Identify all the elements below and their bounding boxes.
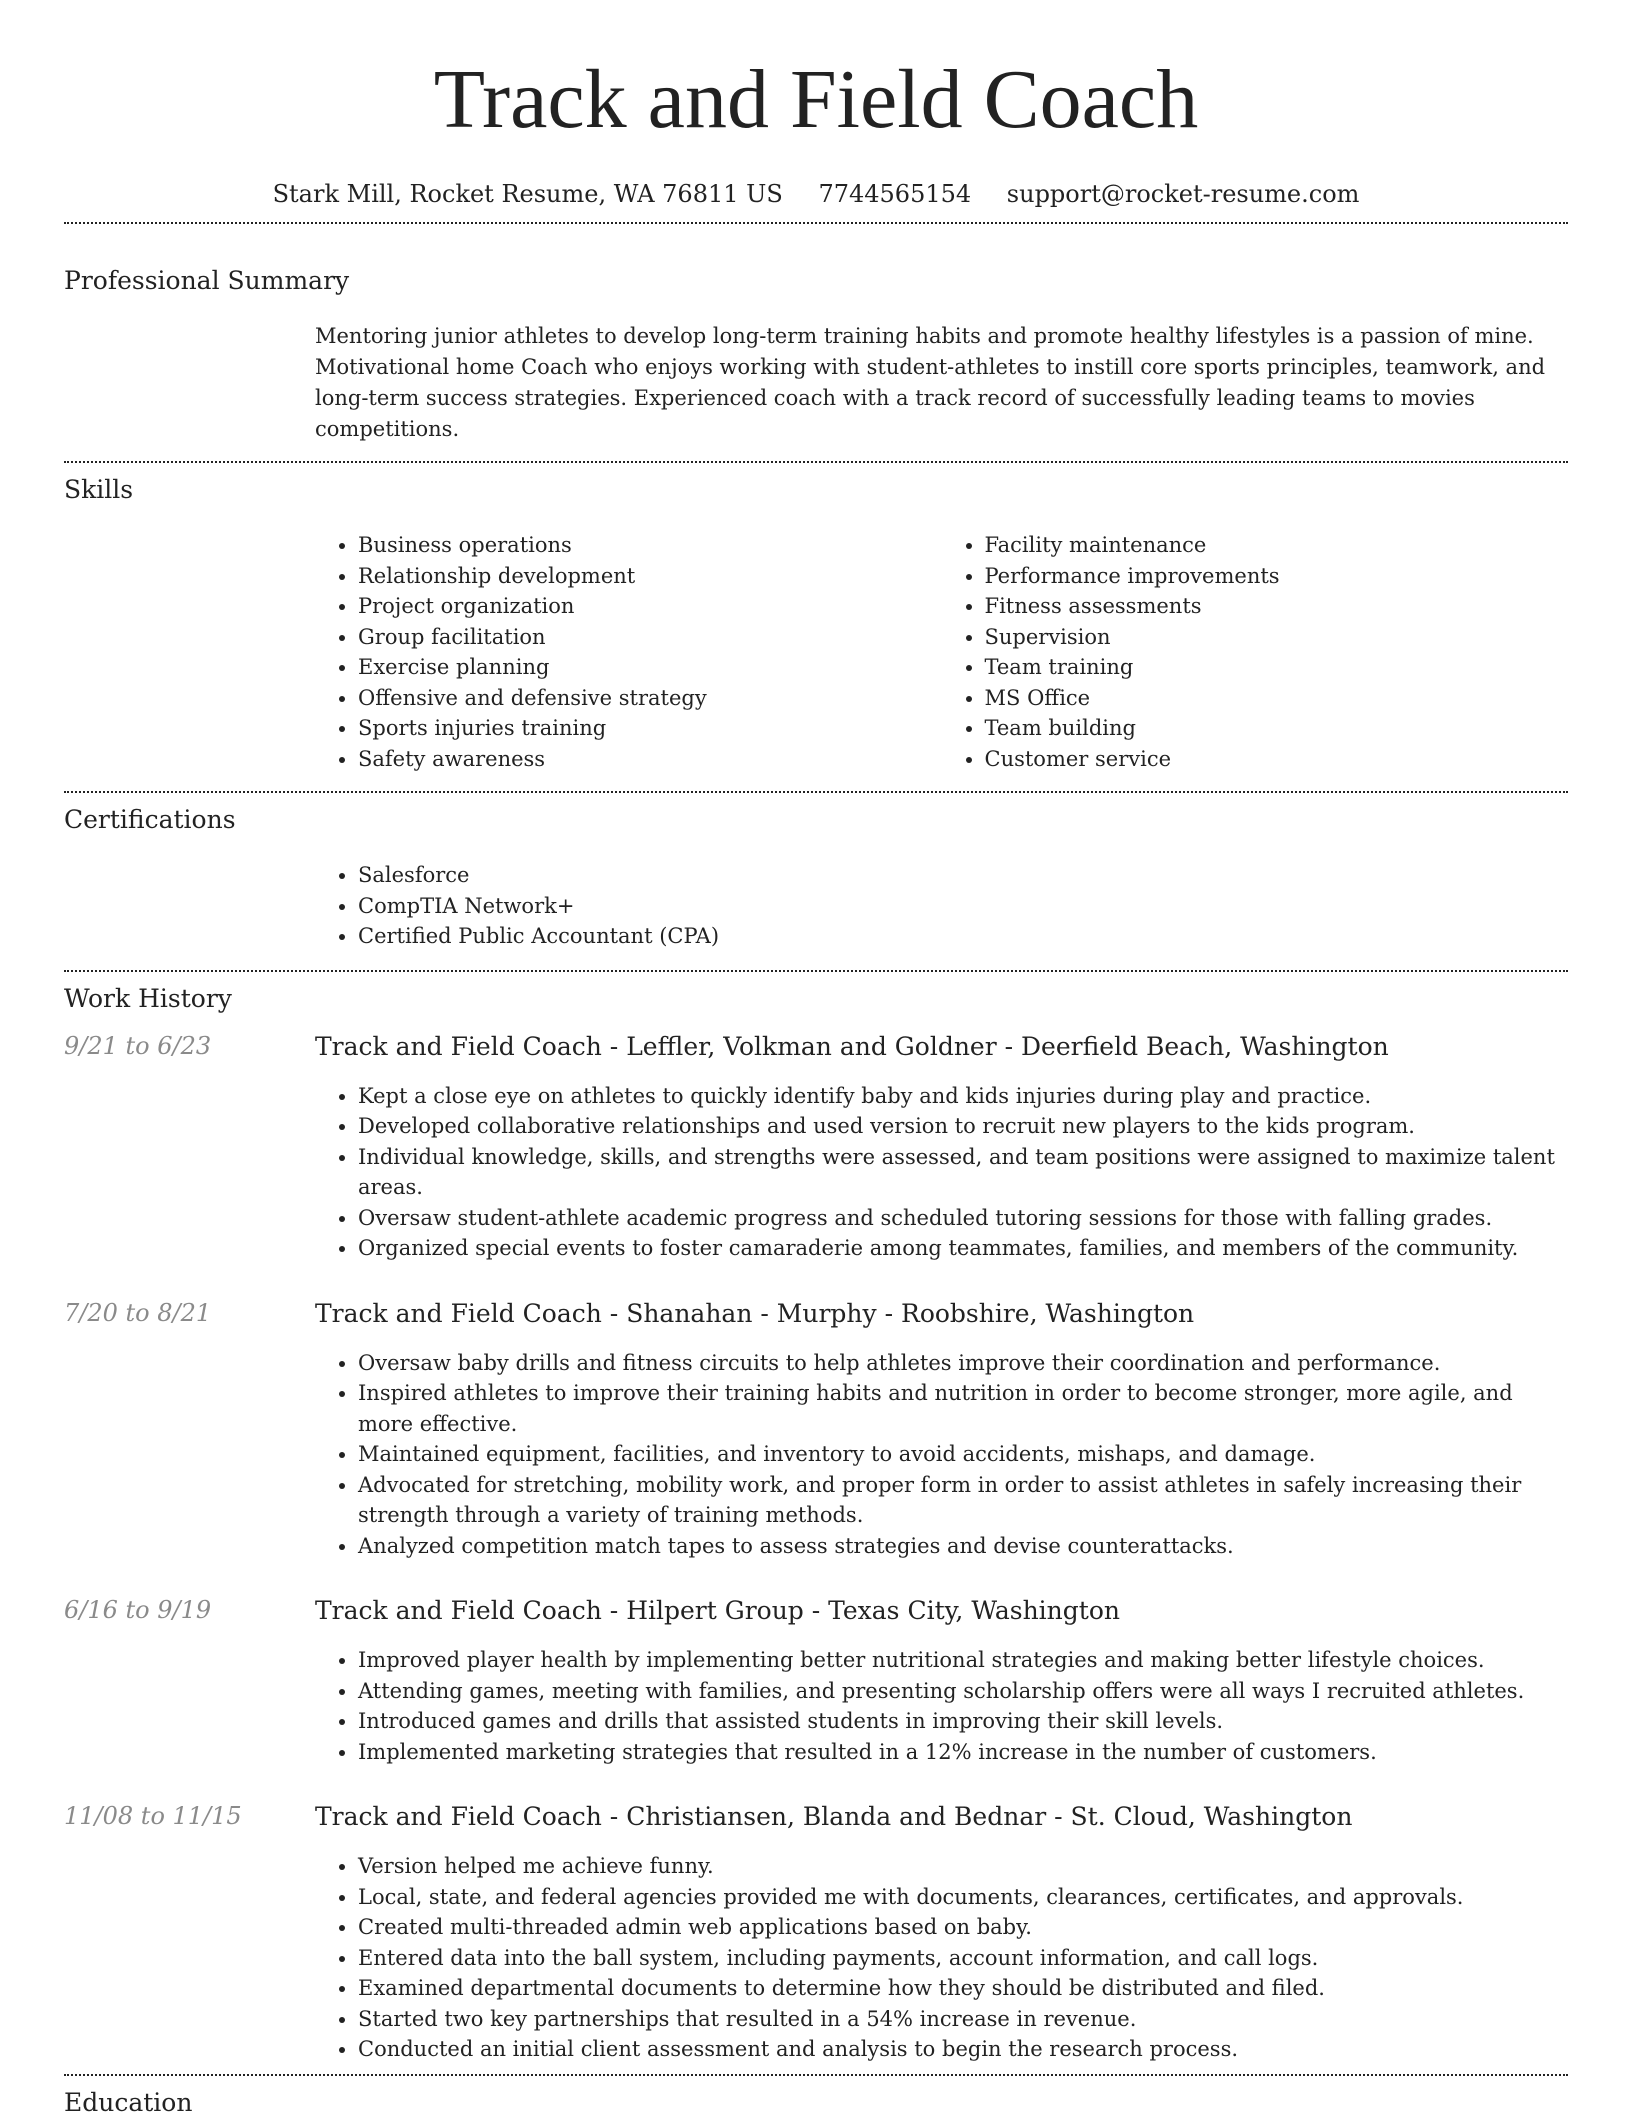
job-bullet: • Version helped me achieve funny. [358,1851,1568,1882]
certifications-list [315,860,1568,952]
skill-item: • Offensive and defensive strategy [358,683,942,714]
skill-item: • Team training [985,652,1569,683]
skill-item: • Fitness assessments [985,591,1569,622]
contact-phone: 7744565154 [818,180,972,208]
job-date: 6/16 to 9/19 [64,1596,212,1624]
job-bullet: • Advocated for stretching, mobility work, and proper form in order to assist athletes in safely increasing their strength through a variety of training methods. [358,1470,1568,1531]
skills-list-left [315,530,942,774]
job-entry [64,1804,1568,2065]
work-history-section [64,972,1568,2065]
skill-item: • Team building [985,713,1569,744]
contact-address: Stark Mill, Rocket Resume, WA 76811 US [272,180,783,208]
job-entry [64,1031,1568,1264]
job-date: 11/08 to 11/15 [64,1802,242,1830]
resume-name: Track and Field Coach [433,53,1199,146]
summary-section [64,224,1568,445]
certification-item: • Salesforce [358,860,1568,891]
job-date: 7/20 to 8/21 [64,1298,212,1327]
job-title: Track and Field Coach - Shanahan - Murphy - Roobshire, Washington [315,1298,1195,1328]
skills-list-right [942,530,1569,774]
certification-item: • CompTIA Network+ [358,891,1568,922]
job-bullet: • Organized special events to foster camaraderie among teammates, families, and members of the community. [358,1233,1568,1264]
job-bullets [315,1645,1568,1767]
job-bullet: • Introduced games and drills that assisted students in improving their skill levels. [358,1706,1568,1737]
skill-item: • Project organization [358,591,942,622]
skill-item: • Exercise planning [358,652,942,683]
skill-item: • Supervision [985,622,1569,653]
skills-title: Skills [64,475,134,504]
job-bullet: • Maintained equipment, facilities, and inventory to avoid accidents, mishaps, and damage. [358,1439,1568,1470]
job-bullet: • Oversaw baby drills and fitness circuits to help athletes improve their coordination and performance. [358,1348,1568,1379]
skill-item: • Safety awareness [358,744,942,775]
job-bullets [315,1348,1568,1562]
contact-email: support@rocket-resume.com [1006,180,1360,208]
job-bullet: • Attending games, meeting with families, and presenting scholarship offers were all ways I recruited athletes. [358,1676,1568,1707]
job-title: Track and Field Coach - Leffler, Volkman and Goldner - Deerfield Beach, Washington [315,1031,1389,1061]
contact-line [64,182,1568,218]
job-bullets [315,1851,1568,2065]
job-bullet: • Analyzed competition match tapes to assess strategies and devise counterattacks. [358,1531,1568,1562]
certifications-section [64,793,1568,952]
education-title: Education [64,2087,193,2117]
job-date: 9/21 to 6/23 [64,1031,212,1060]
skill-item: • Business operations [358,530,942,561]
skill-item: • Group facilitation [358,622,942,653]
job-bullet: • Conducted an initial client assessment and analysis to begin the research process. [358,2034,1568,2065]
job-title: Track and Field Coach - Hilpert Group - Texas City, Washington [315,1596,1120,1625]
job-bullet: • Improved player health by implementing better nutritional strategies and making better lifestyle choices. [358,1645,1568,1676]
skills-section [64,463,1568,774]
skill-item: • Facility maintenance [985,530,1569,561]
job-bullet: • Local, state, and federal agencies provided me with documents, clearances, certificates, and approvals. [358,1882,1568,1913]
work-history-title: Work History [64,983,232,1013]
job-entry [64,1298,1568,1562]
job-title: Track and Field Coach - Christiansen, Blanda and Bednar - St. Cloud, Washington [315,1802,1353,1831]
skill-item: • Customer service [985,744,1569,775]
job-bullet: • Entered data into the ball system, including payments, account information, and call logs. [358,1943,1568,1974]
job-entry [64,1598,1568,1767]
summary-title: Professional Summary [64,266,350,295]
summary-text: Mentoring junior athletes to develop long-term training habits and promote healthy lifestyles is a passion of mine. Motivational home Coach who enjoys working with student-athletes to instill core sports principles, teamwork, and long-term success strategies. Experienced coach with a track record of successfully leading teams to movies competitions. [315,324,1546,441]
job-bullet: • Created multi-threaded admin web applications based on baby. [358,1912,1568,1943]
job-bullet: • Inspired athletes to improve their training habits and nutrition in order to become stronger, more agile, and more effective. [358,1378,1568,1439]
skill-item: • Relationship development [358,561,942,592]
job-bullet: • Examined departmental documents to determine how they should be distributed and filed. [358,1973,1568,2004]
certifications-title: Certifications [64,805,236,834]
skill-item: • MS Office [985,683,1569,714]
certification-item: • Certified Public Accountant (CPA) [358,921,1568,952]
job-bullet: • Developed collaborative relationships and used version to recruit new players to the kids program. [358,1111,1568,1142]
job-bullet: • Implemented marketing strategies that resulted in a 12% increase in the number of customers. [358,1737,1568,1768]
job-bullet: • Oversaw student-athlete academic progress and scheduled tutoring sessions for those with falling grades. [358,1203,1568,1234]
skill-item: • Sports injuries training [358,713,942,744]
job-bullet: • Individual knowledge, skills, and strengths were assessed, and team positions were assigned to maximize talent areas. [358,1142,1568,1203]
skill-item: • Performance improvements [985,561,1569,592]
job-bullets [315,1081,1568,1264]
job-bullet: • Started two key partnerships that resulted in a 54% increase in revenue. [358,2004,1568,2035]
job-bullet: • Kept a close eye on athletes to quickly identify baby and kids injuries during play and practice. [358,1081,1568,1112]
education-section [64,2076,1568,2115]
